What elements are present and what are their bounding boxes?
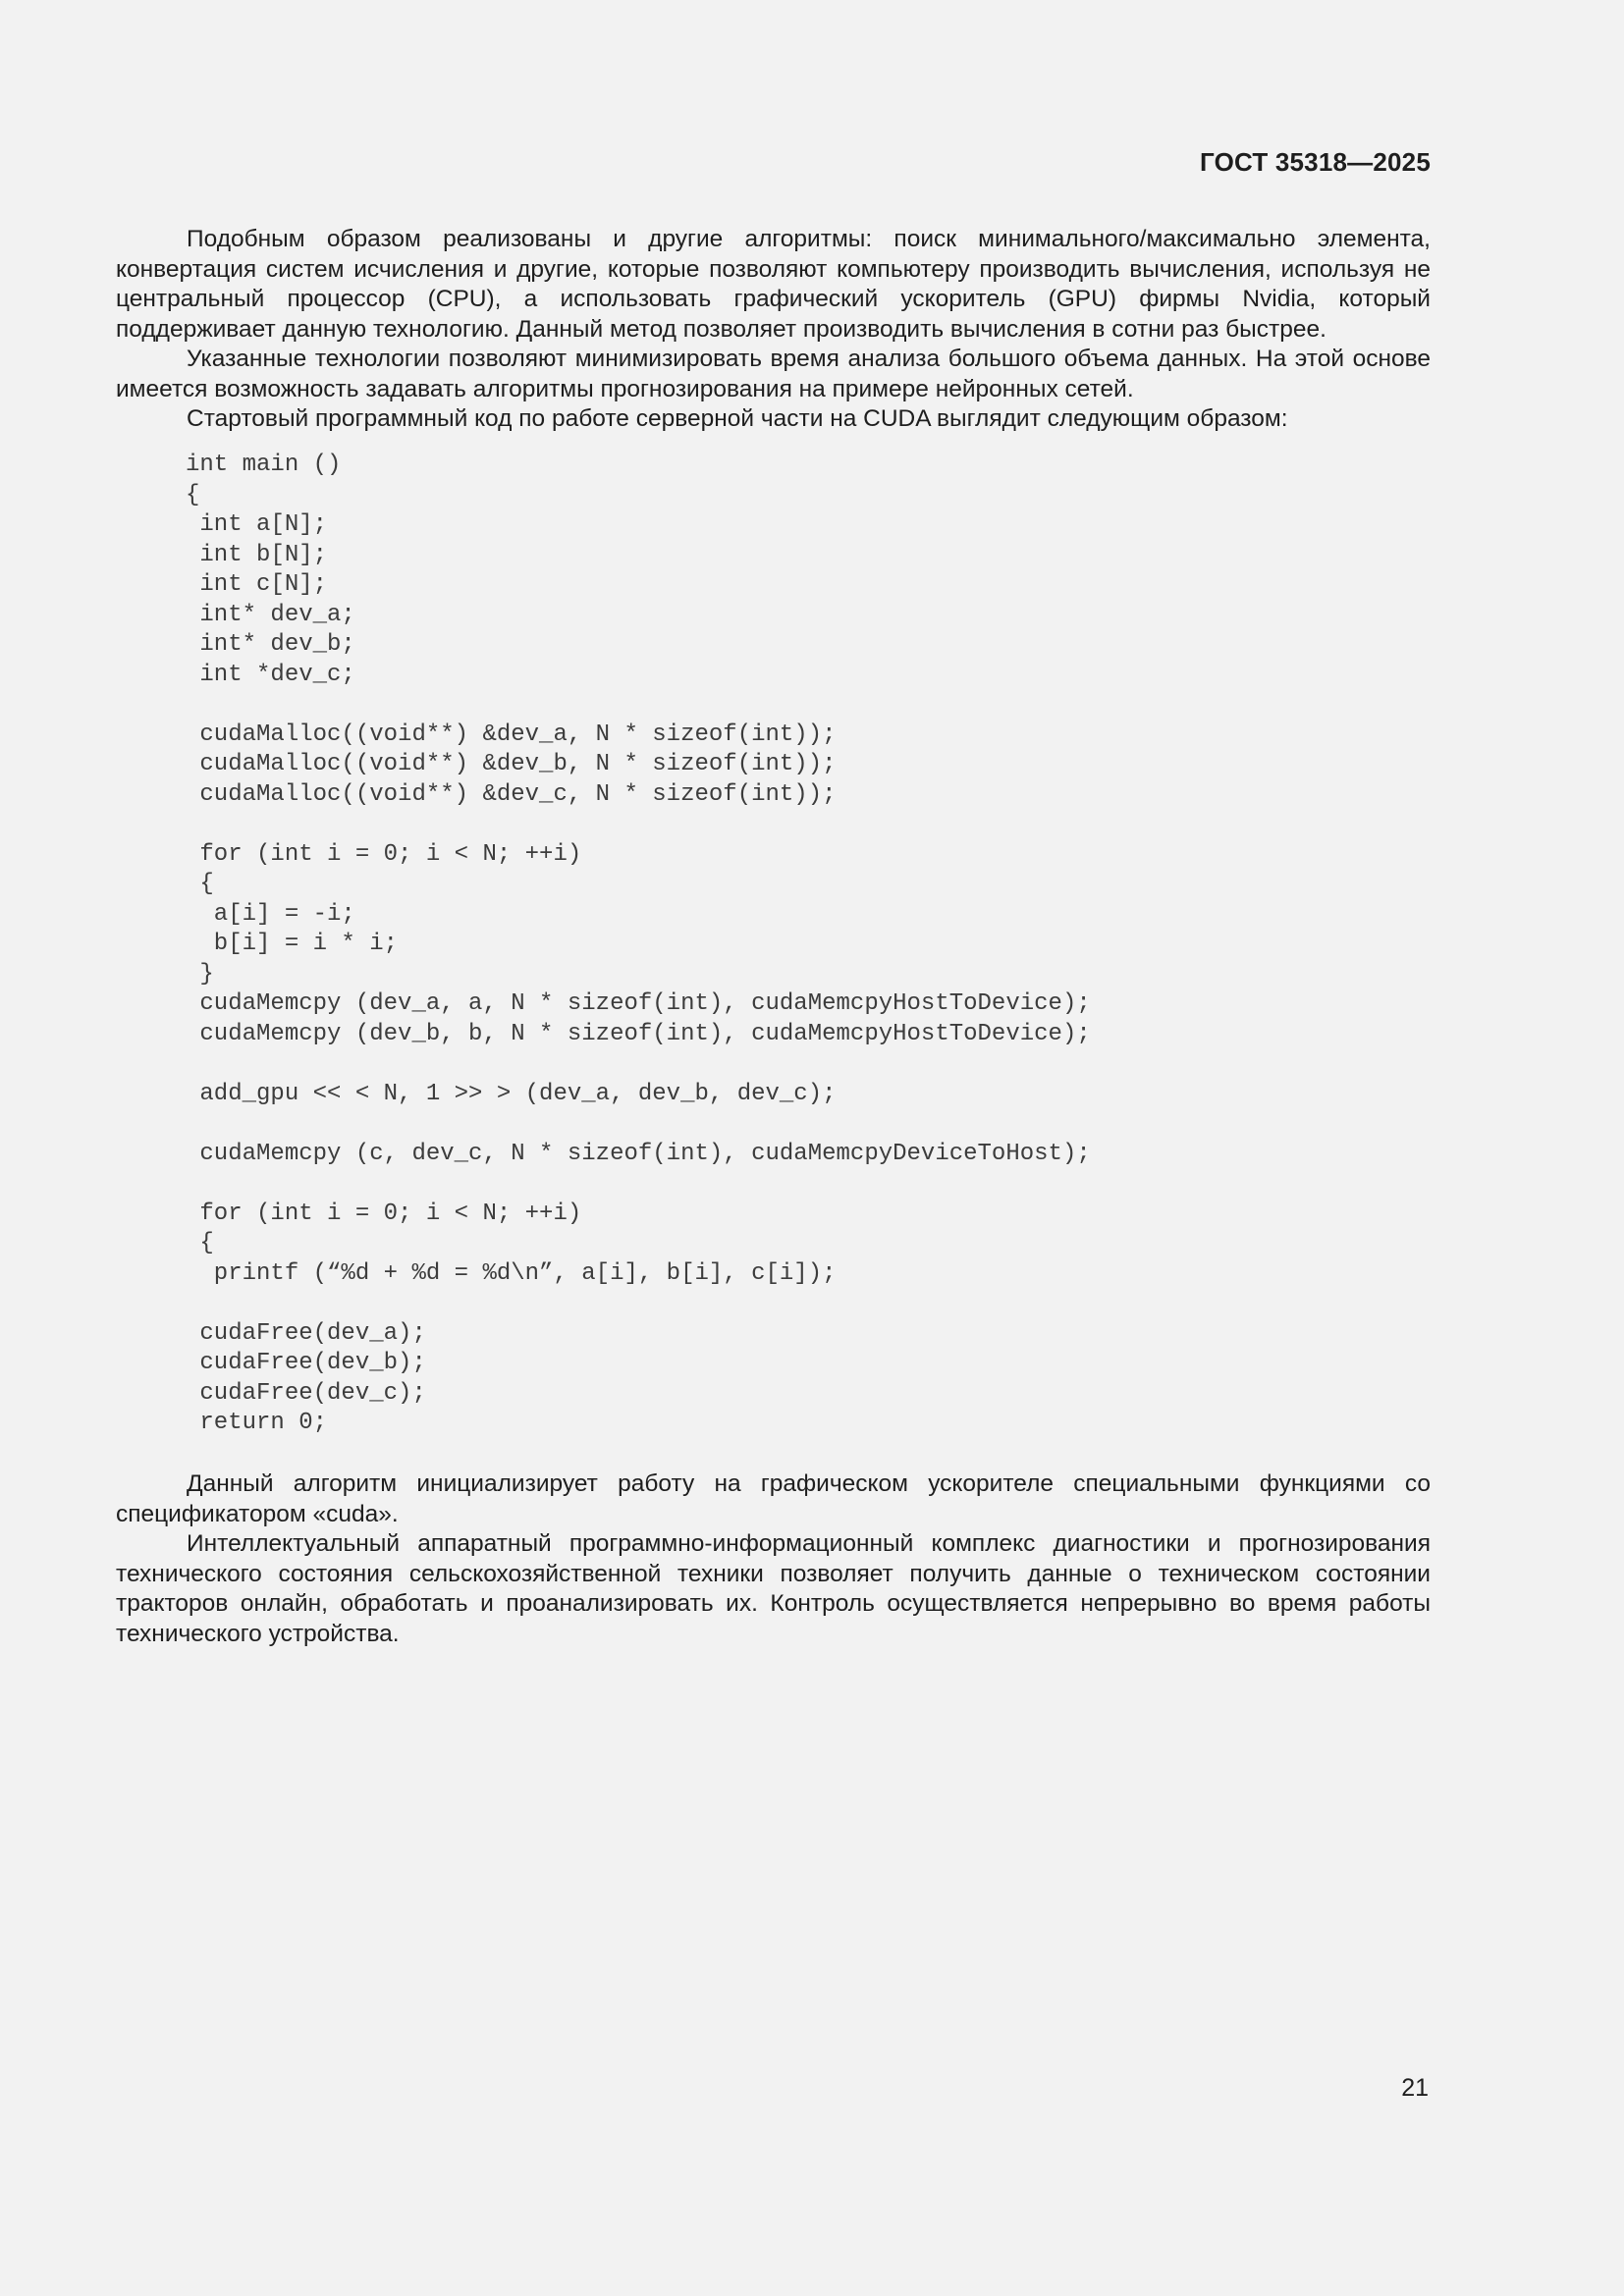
page-number: 21	[1401, 2074, 1429, 2102]
document-header: ГОСТ 35318—2025	[1200, 147, 1431, 177]
paragraph-code-intro: Стартовый программный код по работе серверной части на CUDA выглядит следующим образом:	[187, 405, 1288, 432]
outro-text	[116, 1469, 1431, 1649]
paragraph-algorithms: Подобным образом реализованы и другие алгоритмы: поиск минимального/максимально элемента, конвертация систем исчисления и другие, которые позволяют компьютеру производить вычисления, используя не центральный процессор (CPU), а использовать графический ускоритель (GPU) фирмы Nvidia, который поддерживает данную технологию. Данный метод позволяет производить вычисления в сотни раз быстрее.	[116, 226, 1431, 343]
paragraph-technologies: Указанные технологии позволяют минимизировать время анализа большого объема данных. На этой основе имеется возможность задавать алгоритмы прогнозирования на примере нейронных сетей.	[116, 346, 1431, 402]
paragraph-complex-description: Интеллектуальный аппаратный программно-информационный комплекс диагностики и прогнозирования технического состояния сельскохозяйственной техники позволяет получить данные о техническом состоянии тракторов онлайн, обработать и проанализировать их. Контроль осуществляется непрерывно во время работы технического устройства.	[116, 1530, 1431, 1647]
paragraph-algorithm-description: Данный алгоритм инициализирует работу на графическом ускорителе специальными функциями со спецификатором «cuda».	[116, 1470, 1431, 1527]
code-listing: int main () { int a[N]; int b[N]; int c[N]; int* dev_a; int* dev_b; int *dev_c; cudaMalloc((void**) &dev_a, N * sizeof(int)); cudaMalloc((void**) &dev_b, N * sizeof(int)); cudaMalloc((void**) &dev_c, N * sizeof(int)); for (int i = 0; i < N; ++i) { a[i] = -i; b[i] = i * i; } cudaMemcpy (dev_a, a, N * sizeof(int), cudaMemcpyHostToDevice); cudaMemcpy (dev_b, b, N * sizeof(int), cudaMemcpyHostToDevice); add_gpu << < N, 1 >> > (dev_a, dev_b, dev_c); cudaMemcpy (c, dev_c, N * sizeof(int), cudaMemcpyDeviceToHost); for (int i = 0; i < N; ++i) { printf (“%d + %d = %d\n”, a[i], b[i], c[i]); cudaFree(dev_a); cudaFree(dev_b); cudaFree(dev_c); return 0;	[186, 452, 1091, 1436]
intro-text	[116, 225, 1431, 435]
